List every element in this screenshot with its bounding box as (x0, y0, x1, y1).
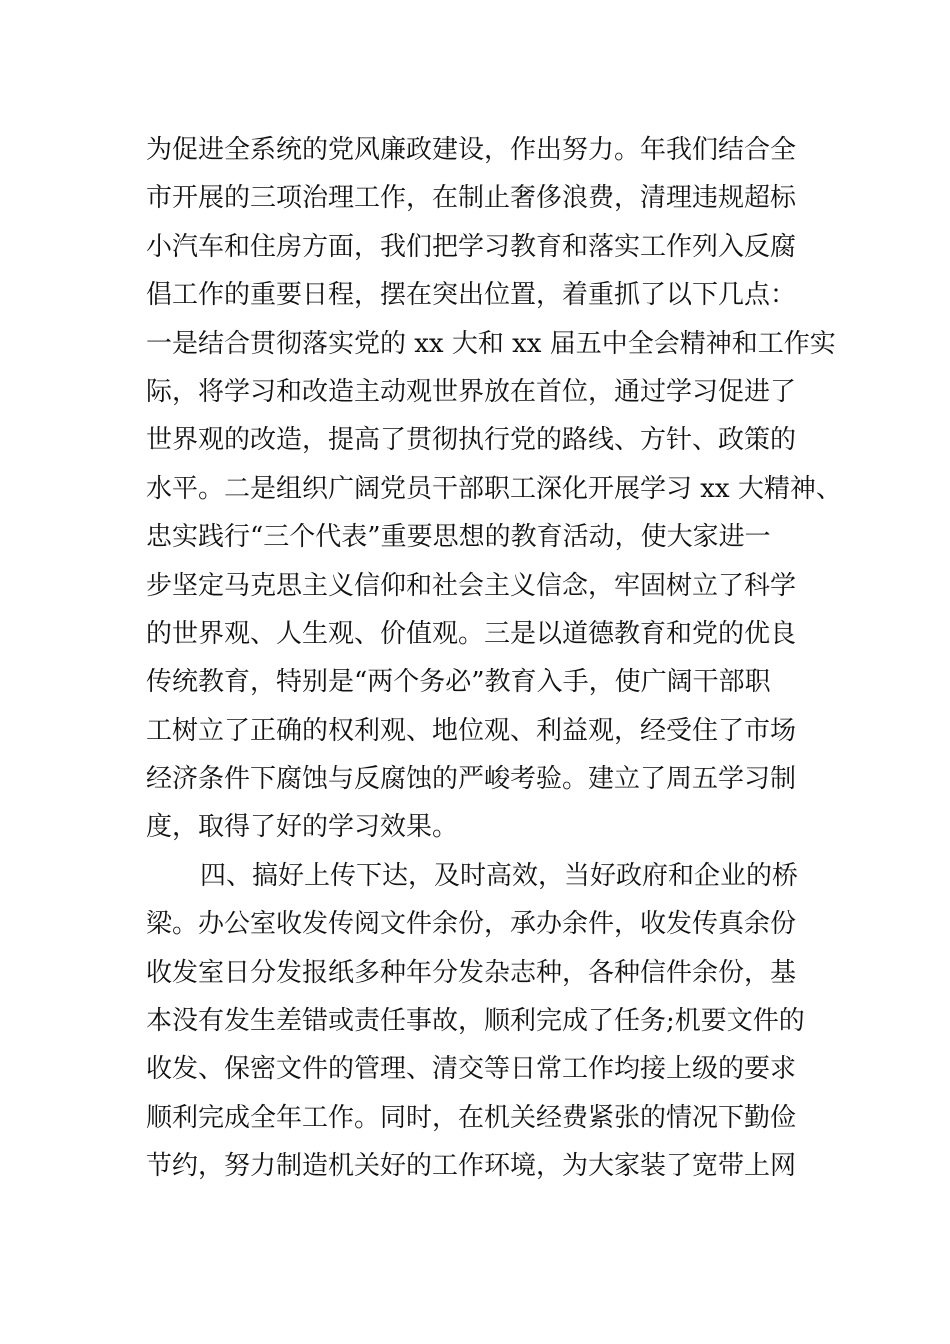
text-line: 经济条件下腐蚀与反腐蚀的严峻考验。建立了周五学习制 (146, 764, 797, 795)
text-line: 水平。二是组织广阔党员干部职工深化开展学习 xx 大精神、 (146, 473, 842, 504)
paragraph-start-line: 四、搞好上传下达，及时高效，当好政府和企业的桥 (200, 860, 799, 891)
text-line: 的世界观、人生观、价值观。三是以道德教育和党的优良 (146, 618, 797, 649)
text-line: 传统教育，特别是“两个务必”教育入手，使广阔干部职 (146, 667, 771, 698)
text-line: 忠实践行“三个代表”重要思想的教育活动，使大家进一 (146, 522, 771, 553)
text-line: 节约，努力制造机关好的工作环境，为大家装了宽带上网 (146, 1151, 797, 1182)
text-line: 小汽车和住房方面，我们把学习教育和落实工作列入反腐 (146, 231, 797, 262)
text-line: 度，取得了好的学习效果。 (146, 812, 459, 843)
text-line: 收发室日分发报纸多种年分发杂志种，各种信件余份，基 (146, 957, 797, 988)
text-line: 本没有发生差错或责任事故，顺利完成了任务;机要文件的 (146, 1006, 805, 1037)
text-line: 世界观的改造，提高了贯彻执行党的路线、方针、政策的 (146, 425, 797, 456)
text-line: 步坚定马克思主义信仰和社会主义信念，牢固树立了科学 (146, 570, 797, 601)
text-line: 际，将学习和改造主动观世界放在首位，通过学习促进了 (146, 376, 797, 407)
text-line: 市开展的三项治理工作，在制止奢侈浪费，清理违规超标 (146, 183, 797, 214)
text-line: 倡工作的重要日程，摆在突出位置，着重抓了以下几点： (146, 280, 797, 311)
text-line: 顺利完成全年工作。同时，在机关经费紧张的情况下勤俭 (146, 1102, 797, 1133)
text-line: 收发、保密文件的管理、清交等日常工作均接上级的要求 (146, 1054, 797, 1085)
text-line: 工树立了正确的权利观、地位观、利益观，经受住了市场 (146, 715, 797, 746)
body-text (146, 126, 842, 1191)
text-line: 梁。办公室收发传阅文件余份，承办余件，收发传真余份 (146, 909, 797, 940)
text-line: 一是结合贯彻落实党的 xx 大和 xx 届五中全会精神和工作实 (146, 328, 836, 359)
text-line: 为促进全系统的党风廉政建设，作出努力。年我们结合全 (146, 135, 797, 165)
